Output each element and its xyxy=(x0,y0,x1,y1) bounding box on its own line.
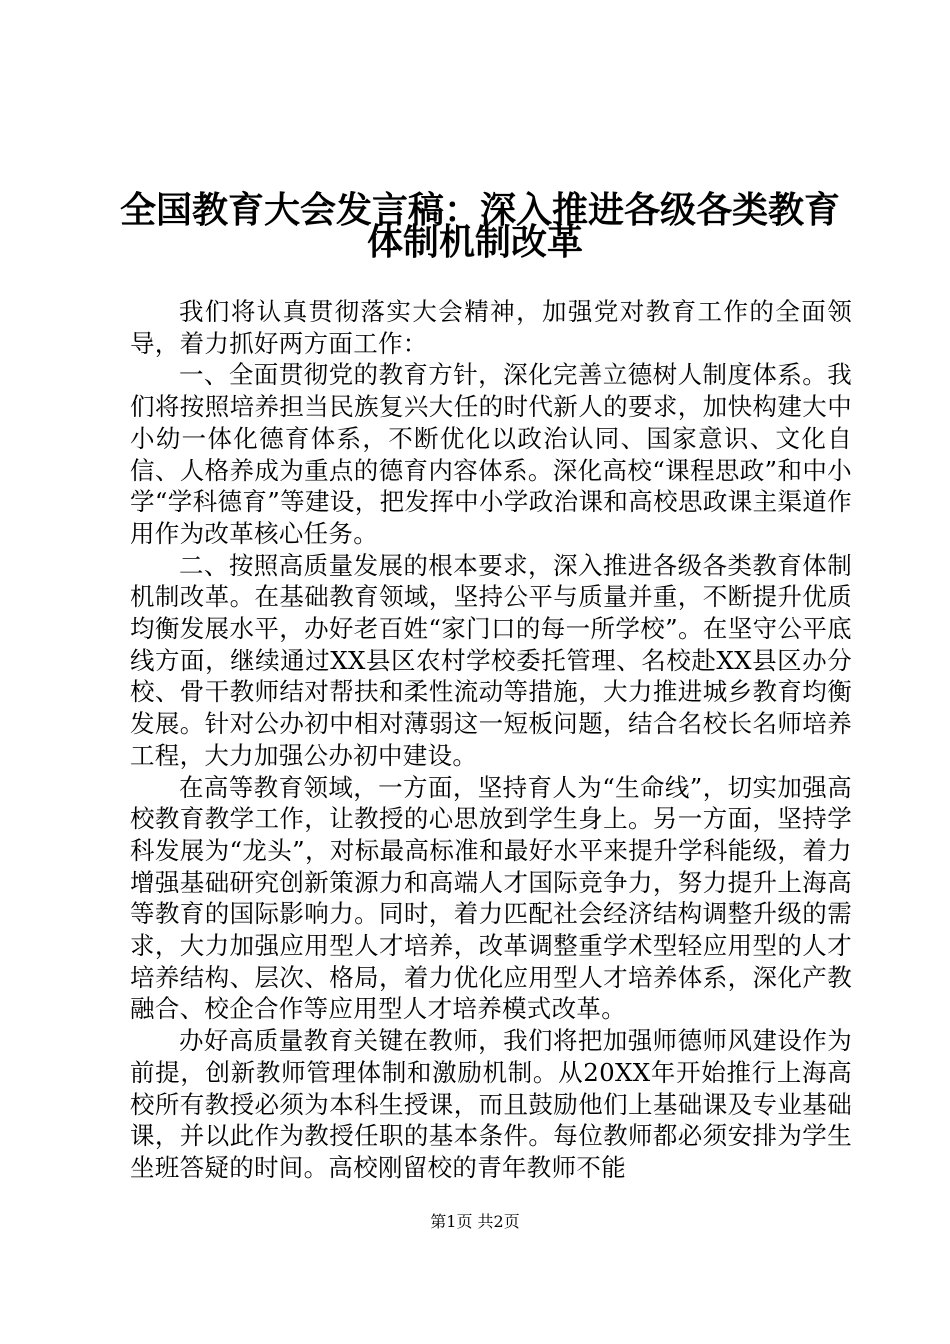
paragraph-higher-education: 在高等教育领域，一方面，坚持育人为“生命线”，切实加强高校教育教学工作，让教授的心思放到学生身上。另一方面，坚持学科发展为“龙头”，对标最高标准和最好水平来提升学科能级，着力增强基础研究创新策源力和高端人才国际竞争力，努力提升上海高等教育的国际影响力。同时，着力匹配社会经济结构调整升级的需求，大力加强应用型人才培养，改革调整重学术型轻应用型的人才培养结构、层次、格局，着力优化应用型人才培养体系，深化产教融合、校企合作等应用型人才培养模式改革。 xyxy=(130,772,852,1024)
paragraph-teachers: 办好高质量教育关键在教师，我们将把加强师德师风建设作为前提，创新教师管理体制和激励机制。从20XX年开始推行上海高校所有教授必须为本科生授课，而且鼓励他们上基础课及专业基础课，并以此作为教授任职的基本条件。每位教师都必须安排为学生坐班答疑的时间。高校刚留校的青年教师不能 xyxy=(130,1026,852,1182)
paragraph-intro: 我们将认真贯彻落实大会精神，加强党对教育工作的全面领导，着力抓好两方面工作： xyxy=(130,297,852,358)
document-title-line-1: 全国教育大会发言稿：深入推进各级各类教育 xyxy=(120,189,841,231)
page-number-footer: 第1页 共2页 xyxy=(430,1212,520,1231)
paragraph-section-two: 二、按照高质量发展的根本要求，深入推进各级各类教育体制机制改革。在基础教育领域，坚持公平与质量并重，不断提升优质均衡发展水平，办好老百姓“家门口的每一所学校”。在坚守公平底线方面，继续通过XX县区农村学校委托管理、名校赴XX县区办分校、骨干教师结对帮扶和柔性流动等措施，大力推进城乡教育均衡发展。针对公办初中相对薄弱这一短板问题，结合名校长名师培养工程，大力加强公办初中建设。 xyxy=(130,550,852,770)
paragraph-section-one: 一、全面贯彻党的教育方针，深化完善立德树人制度体系。我们将按照培养担当民族复兴大任的时代新人的要求，加快构建大中小幼一体化德育体系，不断优化以政治认同、国家意识、文化自信、人格养成为重点的德育内容体系。深化高校“课程思政”和中小学“学科德育”等建设，把发挥中小学政治课和高校思政课主渠道作用作为改革核心任务。 xyxy=(130,360,852,548)
document-body xyxy=(130,296,852,1184)
document-title-line-2: 体制机制改革 xyxy=(366,221,583,263)
